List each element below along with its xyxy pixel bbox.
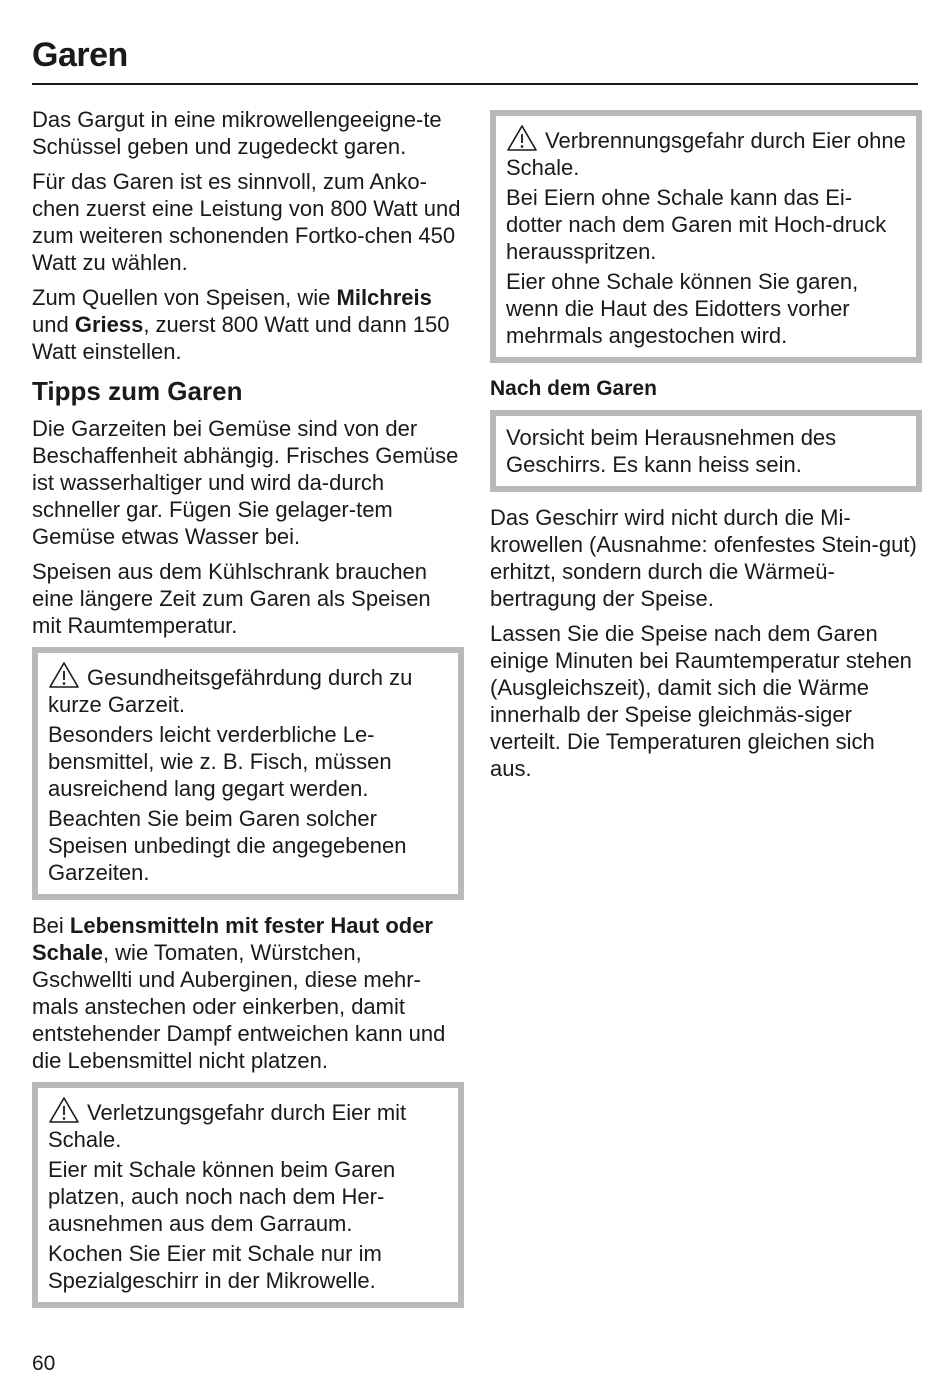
health-warning-instruction: Beachten Sie beim Garen solcher Speisen unbedingt die angegebenen Garzeiten. [48, 806, 407, 885]
eggs-shell-warning-text: Eier mit Schale können beim Garen platzen, auch noch nach dem Her-ausnehmen aus dem Garraum. [48, 1157, 396, 1236]
dish-heating-paragraph: Das Geschirr wird nicht durch die Mi-krowellen (Ausnahme: ofenfestes Stein-gut) erhitzt, sondern durch die Wärmeü-bertragung der Speise. [490, 505, 917, 611]
left-column [32, 106, 464, 1320]
skin-term: Lebensmitteln mit fester Haut oder Schale [32, 913, 433, 965]
health-warning-box [32, 647, 464, 900]
hot-dish-notice-box [490, 410, 922, 492]
tips-heading: Tipps zum Garen [32, 376, 243, 406]
eggs-noshell-warning-heading: Verbrennungsgefahr durch Eier ohne Schale. [506, 124, 906, 181]
warning-triangle-icon [48, 1096, 84, 1124]
swelling-paragraph: Zum Quellen von Speisen, wie Milchreis und Griess, zuerst 800 Watt und dann 150 Watt einstellen. [32, 285, 450, 364]
hot-dish-notice-text: Vorsicht beim Herausnehmen des Geschirrs. Es kann heiss sein. [506, 425, 837, 477]
right-column [490, 106, 922, 790]
warning-triangle-icon [506, 124, 542, 152]
after-cooking-heading: Nach dem Garen [490, 377, 657, 400]
health-warning-heading: Gesundheitsgefährdung durch zu kurze Garzeit. [48, 661, 448, 718]
eggs-shell-warning-box [32, 1082, 464, 1308]
skin-paragraph: Bei Lebensmitteln mit fester Haut oder Schale, wie Tomaten, Würstchen, Gschwellti und Auberginen, diese mehr-mals anstechen oder einkerben, damit entstehender Dampf entweichen kann und die Lebensmittel nicht platzen. [32, 913, 446, 1073]
resting-time-paragraph: Lassen Sie die Speise nach dem Garen einige Minuten bei Raumtemperatur stehen (Ausgleichszeit), damit sich die Wärme innerhalb der Speise gleichmäs-siger verteilt. Die Temperaturen gleichen sich aus. [490, 621, 912, 781]
fridge-paragraph: Speisen aus dem Kühlschrank brauchen eine längere Zeit zum Garen als Speisen mit Raumtemperatur. [32, 559, 431, 638]
page-title: Garen [32, 36, 128, 74]
title-divider [32, 83, 918, 85]
page-number: 60 [32, 1352, 56, 1375]
eggs-noshell-warning-text: Bei Eiern ohne Schale kann das Ei-dotter nach dem Garen mit Hoch-druck herausspritzen. [506, 185, 887, 264]
power-paragraph: Für das Garen ist es sinnvoll, zum Anko-chen zuerst eine Leistung von 800 Watt und zum weiteren schonenden Fortko-chen 450 Watt zu wählen. [32, 169, 461, 275]
eggs-noshell-warning-instruction: Eier ohne Schale können Sie garen, wenn die Haut des Eidotters vorher mehrmals angestochen wird. [506, 269, 859, 348]
intro-paragraph: Das Gargut in eine mikrowellengeeigne-te Schüssel geben und zugedeckt garen. [32, 107, 442, 159]
eggs-shell-warning-heading: Verletzungsgefahr durch Eier mit Schale. [48, 1096, 448, 1153]
warning-triangle-icon [48, 661, 84, 689]
health-warning-text: Besonders leicht verderbliche Le-bensmittel, wie z. B. Fisch, müssen ausreichend lang gegart werden. [48, 722, 392, 801]
griess-term: Griess [74, 312, 144, 337]
eggs-shell-warning-instruction: Kochen Sie Eier mit Schale nur im Spezialgeschirr in der Mikrowelle. [48, 1241, 382, 1293]
vegetables-paragraph: Die Garzeiten bei Gemüse sind von der Beschaffenheit abhängig. Frisches Gemüse ist wasserhaltiger und wird da-durch schneller gar. Fügen Sie gelager-tem Gemüse etwas Wasser bei. [32, 416, 459, 549]
milchreis-term: Milchreis [336, 285, 432, 310]
eggs-noshell-warning-box [490, 110, 922, 363]
